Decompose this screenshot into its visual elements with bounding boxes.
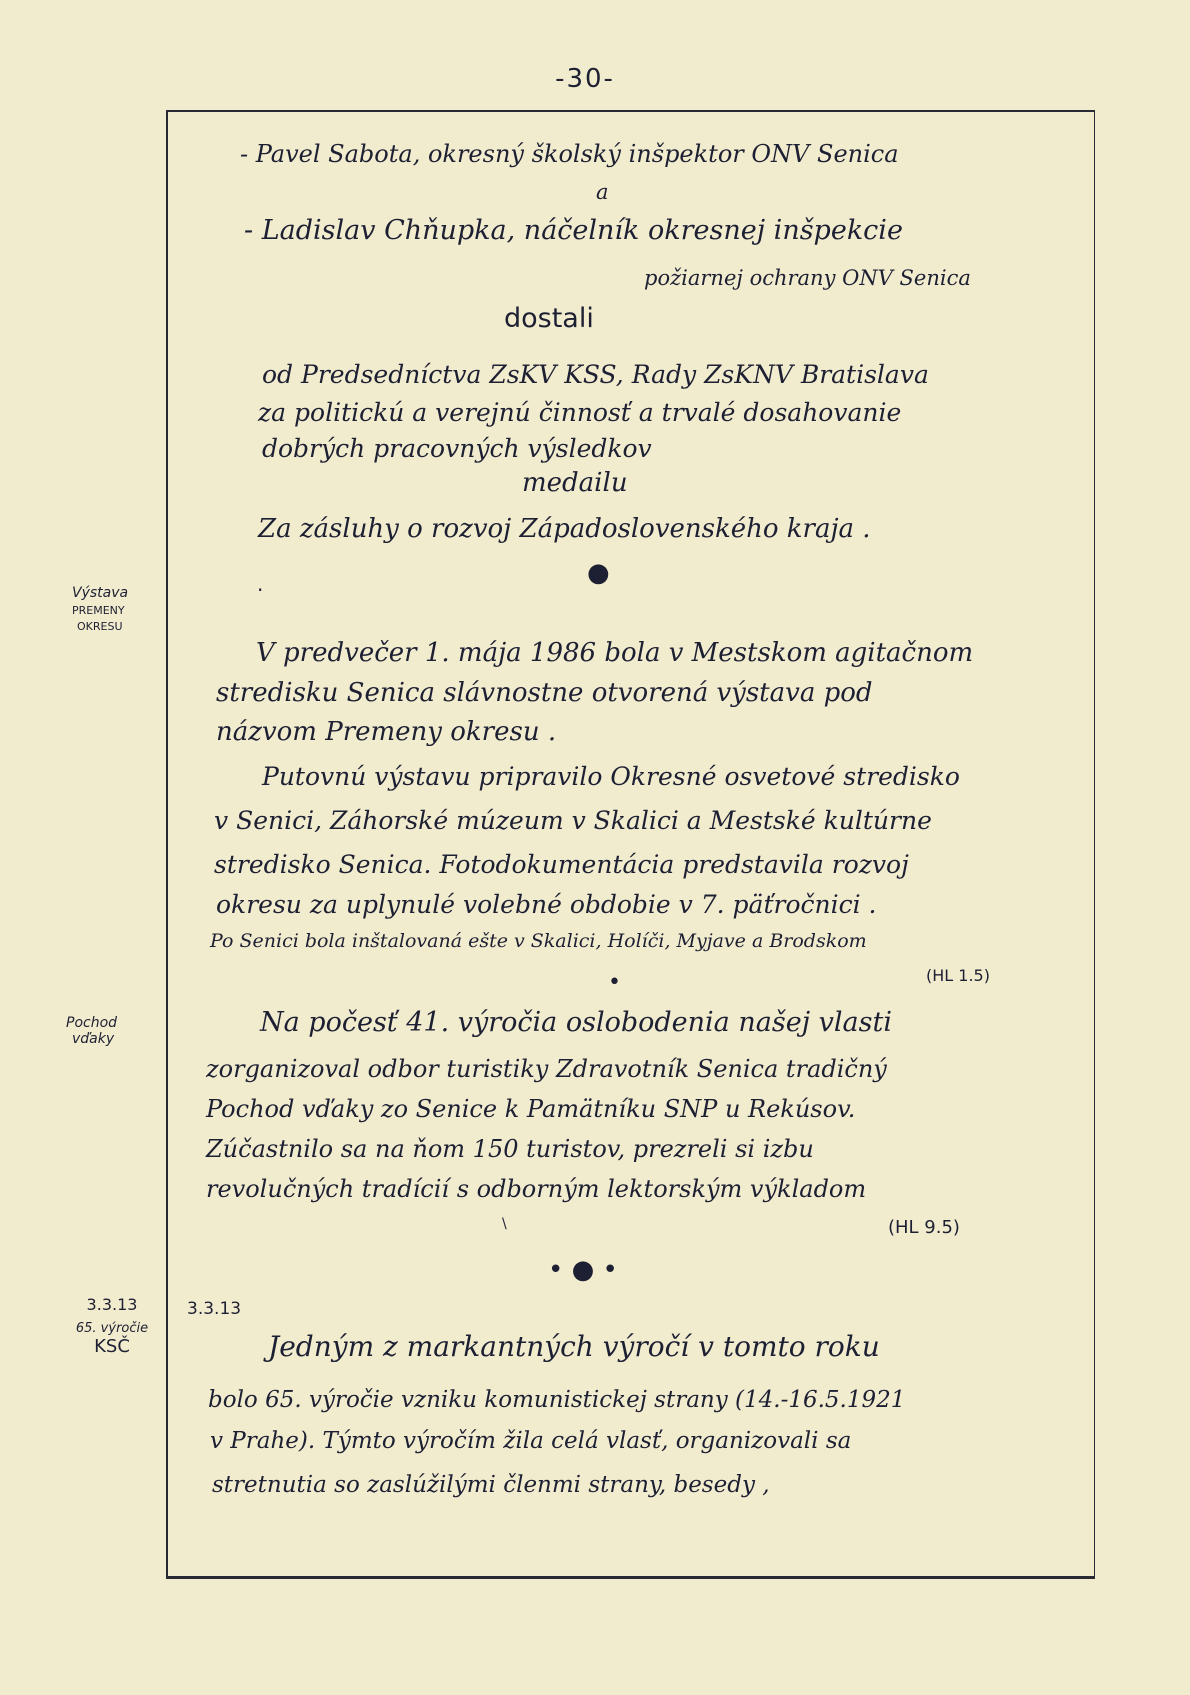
award-line-cinnost: za politickú a verejnú činnosť a trvalé dosahovanie	[258, 398, 902, 427]
award-medailu: medailu	[522, 468, 628, 498]
margin-note-line: PREMENY	[72, 604, 125, 617]
separator-dot-small: •	[608, 970, 621, 995]
margin-note-date: 3.3.13	[86, 1295, 138, 1314]
separator-dot-left: ·	[257, 578, 264, 602]
pochod-line: Na počesť 41. výročia oslobodenia našej vlasti	[260, 1007, 892, 1038]
margin-note-line: KSČ	[94, 1336, 130, 1357]
margin-note-line: 65. výročie	[75, 1321, 149, 1336]
award-dostali: dostali	[504, 303, 594, 334]
vystava-line: v Senici, Záhorské múzeum v Skalici a Mestské kultúrne	[214, 806, 932, 835]
ksc-date: 3.3.13	[187, 1299, 242, 1319]
award-line-zasluhy: Za zásluhy o rozvoj Západoslovenského kraja .	[258, 514, 871, 544]
ksc-line: v Prahe). Týmto výročím žila celá vlasť, organizovali sa	[210, 1428, 852, 1454]
vystava-line: Putovnú výstavu pripravilo Okresné osvetové stredisko	[262, 762, 960, 791]
award-line-ochrana: požiarnej ochrany ONV Senica	[644, 266, 971, 290]
award-line-predsednictvo: od Predsedníctva ZsKV KSS, Rady ZsKNV Bratislava	[262, 360, 929, 389]
page-number: -30-	[555, 64, 615, 94]
margin-note-line: Výstava	[72, 585, 129, 601]
separator-three-dots: • ● •	[548, 1255, 618, 1285]
margin-note-line: vďaky	[72, 1031, 115, 1047]
pochod-line: zorganizoval odbor turistiky Zdravotník Senica tradičný	[206, 1055, 887, 1083]
vystava-line: V predvečer 1. mája 1986 bola v Mestskom agitačnom	[256, 638, 974, 668]
ksc-line: stretnutia so zaslúžilými členmi strany, besedy ,	[212, 1472, 770, 1498]
vystava-reference: (HL 1.5)	[926, 966, 990, 985]
margin-note-ksc	[62, 1297, 162, 1355]
margin-note-line: Pochod	[66, 1015, 118, 1031]
award-line-vysledky: dobrých pracovných výsledkov	[262, 434, 652, 463]
ksc-line: Jedným z markantných výročí v tomto roku	[268, 1330, 880, 1363]
margin-note-pochod	[66, 1015, 117, 1047]
pochod-line: revolučných tradícií s odborným lektorským výkladom	[206, 1175, 867, 1203]
separator-dot: ●	[587, 558, 610, 588]
vystava-line: názvom Premeny okresu .	[216, 717, 557, 747]
award-conjunction: a	[596, 180, 609, 204]
vystava-line: stredisko Senica. Fotodokumentácia predstavila rozvoj	[214, 850, 909, 879]
pochod-line: Zúčastnilo sa na ňom 150 turistov, prezreli si izbu	[206, 1135, 814, 1163]
vystava-line: stredisku Senica slávnostne otvorená výstava pod	[216, 678, 873, 708]
ksc-line: bolo 65. výročie vzniku komunistickej strany (14.-16.5.1921	[208, 1387, 906, 1413]
pochod-line: Pochod vďaky zo Senice k Pamätníku SNP u Rekúsov.	[206, 1095, 856, 1123]
stray-mark: \	[502, 1216, 507, 1232]
award-line-chnupka: - Ladislav Chňupka, náčelník okresnej inšpekcie	[244, 215, 903, 246]
vystava-line: Po Senici bola inštalovaná ešte v Skalici, Holíči, Myjave a Brodskom	[210, 930, 867, 952]
pochod-reference: (HL 9.5)	[888, 1217, 960, 1238]
margin-note-line: OKRESU	[77, 620, 123, 633]
vystava-line: okresu za uplynulé volebné obdobie v 7. päťročnici .	[216, 890, 877, 919]
award-line-sabota: - Pavel Sabota, okresný školský inšpektor ONV Senica	[240, 140, 899, 168]
margin-note-vystava	[72, 585, 128, 635]
